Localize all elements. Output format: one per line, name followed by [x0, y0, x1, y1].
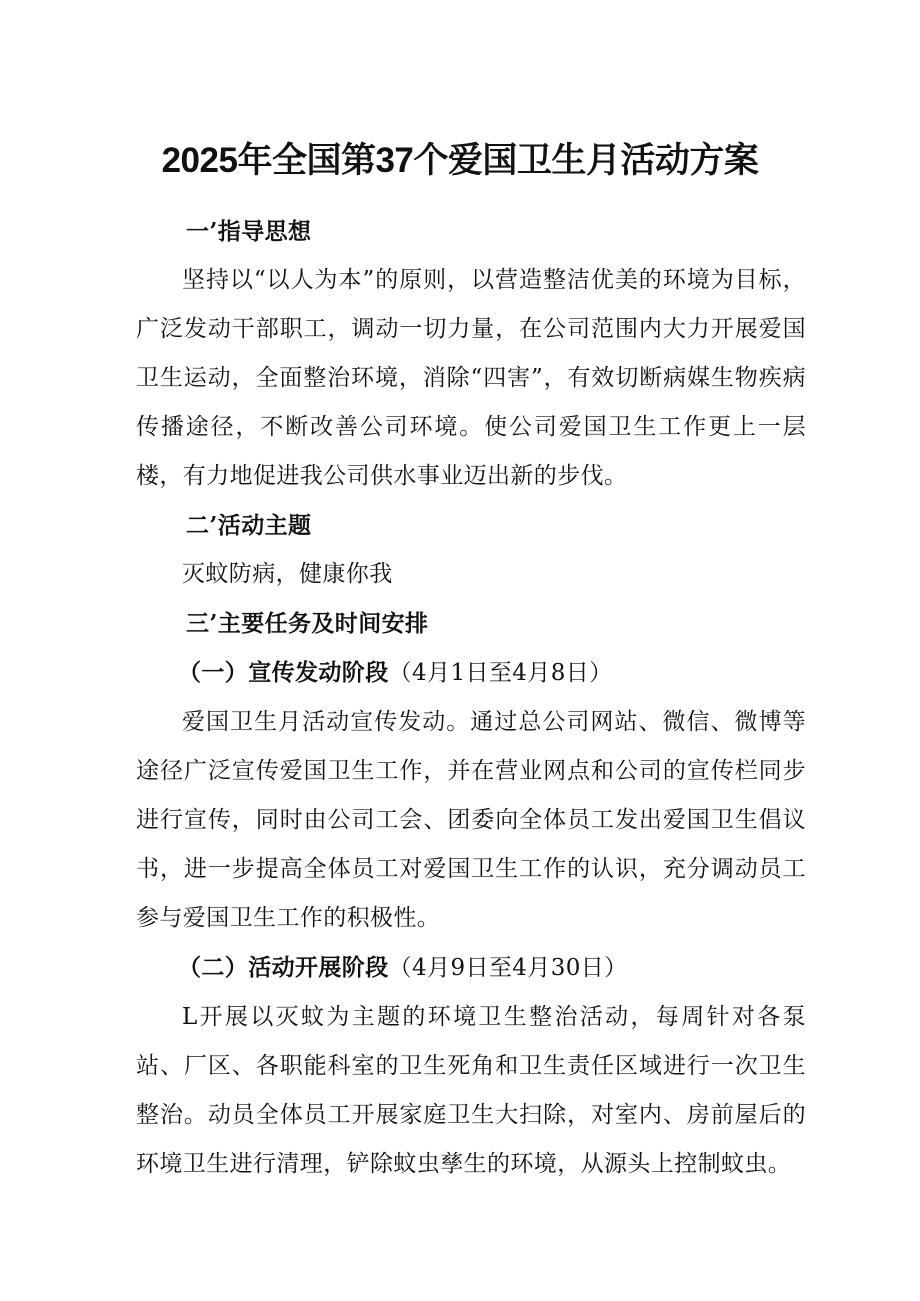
document-title: 2025年全国第37个爱国卫生月活动方案: [161, 141, 759, 181]
subsection-dates: （4月9日至4月30日）: [388, 955, 628, 981]
section-heading-main-tasks: 三’主要任务及时间安排: [186, 610, 429, 637]
subsection-label: （一）宣传发动阶段: [178, 659, 389, 686]
document-body: [136, 207, 806, 1189]
subsection-heading-activity-stage: [136, 943, 806, 993]
subsection-label: （二）活动开展阶段: [178, 954, 389, 981]
section-heading-guiding-ideology: 一’指导思想: [186, 218, 312, 245]
paragraph-activity-theme: 灭蚊防病，健康你我: [182, 561, 393, 587]
paragraph-publicity-stage: 爱国卫生月活动宣传发动。通过总公司网站、微信、微博等途径广泛宣传爱国卫生工作，并在营业网点和公司的宣传栏同步进行宣传，同时由公司工会、团委向全体员工发出爱国卫生倡议书，进一步提高全体员工对爱国卫生工作的认识，充分调动员工参与爱国卫生工作的积极性。: [136, 709, 806, 931]
subsection-heading-publicity-stage: [136, 648, 806, 698]
section-heading-activity-theme: 二’活动主题: [186, 512, 312, 539]
subsection-dates: （4月1日至4月8日）: [388, 660, 613, 686]
paragraph-guiding-ideology: 坚持以“以人为本”的原则，以营造整洁优美的环境为目标，广泛发动干部职工，调动一切力量，在公司范围内大力开展爱国卫生运动，全面整治环境，消除“四害”，有效切断病媒生物疾病传播途径，不断改善公司环境。使公司爱国卫生工作更上一层楼，有力地促进我公司供水事业迈出新的步伐。: [136, 267, 806, 489]
paragraph-activity-stage: L开展以灭蚊为主题的环境卫生整治活动，每周针对各泵站、厂区、各职能科室的卫生死角和卫生责任区域进行一次卫生整治。动员全体员工开展家庭卫生大扫除，对室内、房前屋后的环境卫生进行清理，铲除蚊虫孳生的环境，从源头上控制蚊虫。: [136, 1004, 806, 1177]
